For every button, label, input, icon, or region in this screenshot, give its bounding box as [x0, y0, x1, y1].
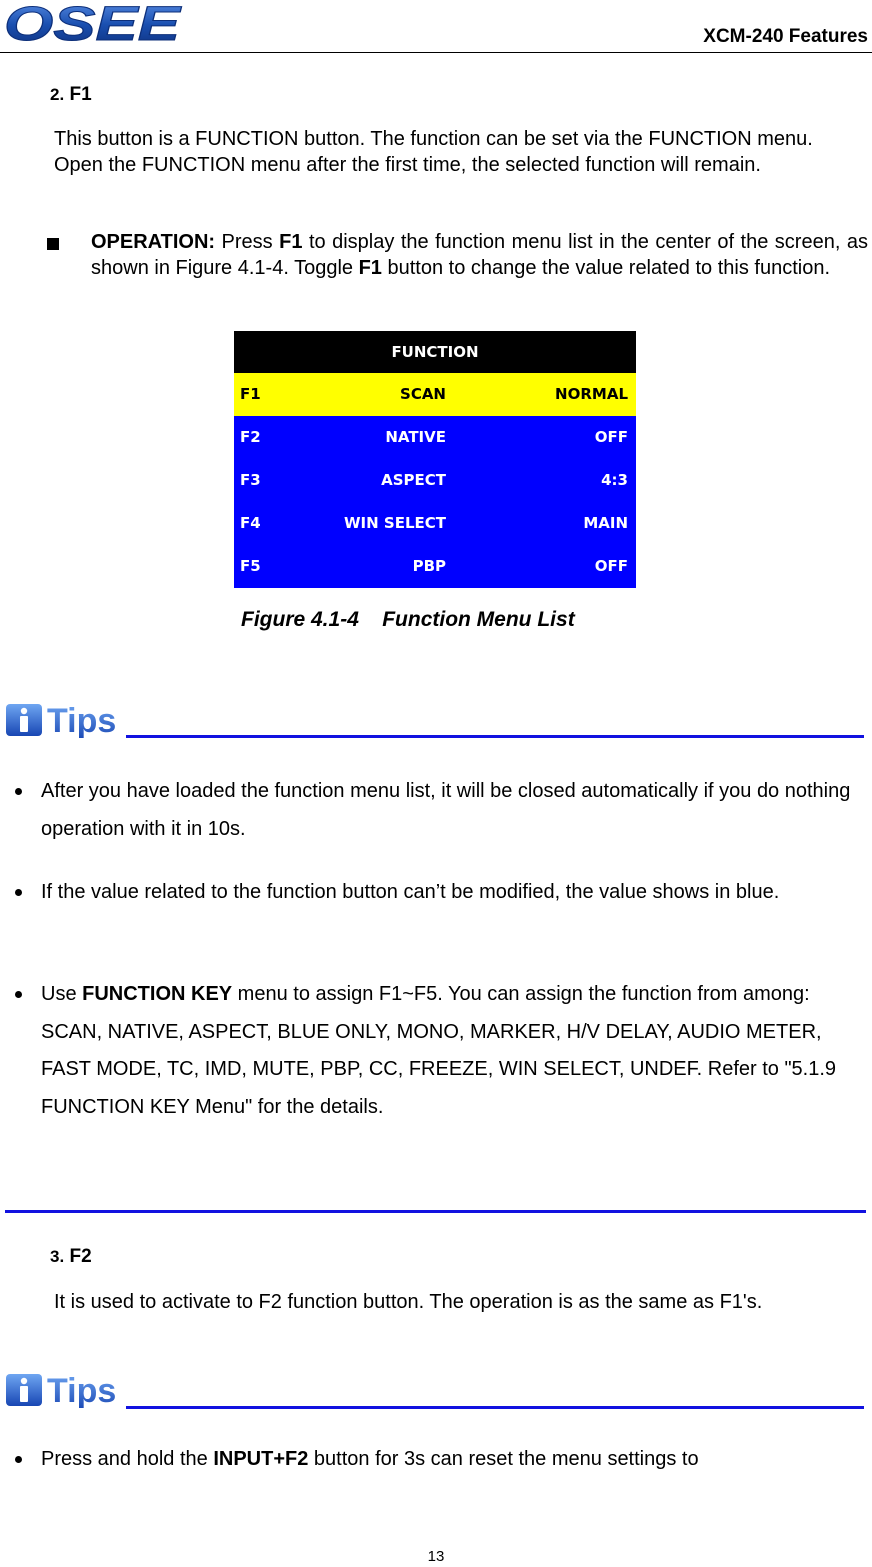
operation-paragraph: [91, 229, 868, 281]
row-function: PBP: [412, 557, 446, 575]
function-menu-row: [234, 416, 636, 459]
operation-label: OPERATION:: [91, 231, 216, 253]
row-key: F2: [240, 428, 261, 446]
tip-item: [41, 976, 871, 1126]
row-value: NORMAL: [555, 385, 628, 403]
row-key: F1: [240, 385, 261, 403]
row-value: OFF: [594, 428, 628, 446]
text-run: button for 3s can reset the menu settings to: [308, 1448, 699, 1470]
tips-divider: [126, 1406, 864, 1409]
function-menu-row: [234, 459, 636, 502]
function-menu-title: FUNCTION: [234, 331, 636, 373]
text-run: Press and hold the: [41, 1448, 214, 1470]
row-value: MAIN: [583, 514, 628, 532]
bullet-dot-icon: [15, 788, 22, 795]
text-run: menu to assign F1~F5. You can assign the function from among: SCAN, NATIVE, ASPECT, BLUE ONLY, MONO, MARKER, H/V DELAY, AUDIO METER, FAST MODE, TC, IMD, MUTE, PBP, CC, FREEZE, WIN SELECT, UNDEF. Refer to "5.1.9 FUNCTION KEY Menu" for the details.: [41, 983, 837, 1118]
row-function: SCAN: [400, 385, 446, 403]
function-menu-row: [234, 545, 636, 588]
row-key: F4: [240, 514, 261, 532]
text-run: Use: [41, 983, 83, 1005]
page-number: 13: [427, 1548, 445, 1565]
row-value: 4:3: [601, 471, 628, 489]
tips-bottom-divider: [5, 1210, 866, 1213]
section-3-paragraph: It is used to activate to F2 function button. The operation is as the same as F1's.: [54, 1291, 763, 1313]
bold-run: INPUT+F2: [213, 1448, 309, 1470]
section-number: 2.: [50, 85, 65, 104]
section-3-heading: [50, 1246, 92, 1268]
function-menu-list: [234, 331, 636, 588]
text-run: Press: [221, 231, 280, 253]
text-run: If the value related to the function button can’t be modified, the value shows in blue.: [41, 881, 780, 903]
document-title: XCM-240 Features: [703, 26, 868, 47]
header-divider: [0, 52, 872, 53]
row-function: ASPECT: [381, 471, 446, 489]
text-run: button to change the value related to this function.: [381, 257, 831, 279]
osee-logo: [2, 0, 184, 46]
row-key: F5: [240, 557, 261, 575]
tip-item: [41, 874, 871, 912]
section-title: F1: [69, 84, 92, 105]
square-bullet-icon: [47, 238, 59, 250]
row-key: F3: [240, 471, 261, 489]
tip-item: [41, 1441, 871, 1479]
section-2-heading: [50, 84, 92, 106]
tips-divider: [126, 735, 864, 738]
bullet-dot-icon: [15, 1456, 22, 1463]
row-function: NATIVE: [385, 428, 446, 446]
row-value: OFF: [594, 557, 628, 575]
bold-run: F1: [279, 231, 303, 253]
function-menu-row: [234, 373, 636, 416]
section-title: F2: [69, 1246, 92, 1267]
text-run: After you have loaded the function menu list, it will be closed automatically if you do nothing operation with it in 10s.: [41, 780, 851, 840]
bold-run: FUNCTION KEY: [82, 983, 233, 1005]
row-function: WIN SELECT: [344, 514, 446, 532]
text-run: to display the function menu list in the center of the screen, as shown in Figure 4.1-4. Toggle: [91, 231, 868, 279]
section-2-paragraph: This button is a FUNCTION button. The function can be set via the FUNCTION menu. Open the FUNCTION menu after the first time, the selected function will remain.: [54, 128, 813, 176]
function-menu-row: [234, 502, 636, 545]
tips-info-icon: [5, 700, 125, 738]
figure-caption: Figure 4.1-4 Function Menu List: [241, 608, 575, 631]
tips-label: Tips: [47, 702, 117, 738]
tips-label: Tips: [47, 1372, 117, 1408]
tips-info-icon: [5, 1370, 125, 1408]
bold-run: F1: [358, 257, 382, 279]
section-number: 3.: [50, 1247, 65, 1266]
logo-text: OSEE: [4, 0, 183, 46]
bullet-dot-icon: [15, 991, 22, 998]
tip-item: [41, 773, 866, 848]
bullet-dot-icon: [15, 889, 22, 896]
